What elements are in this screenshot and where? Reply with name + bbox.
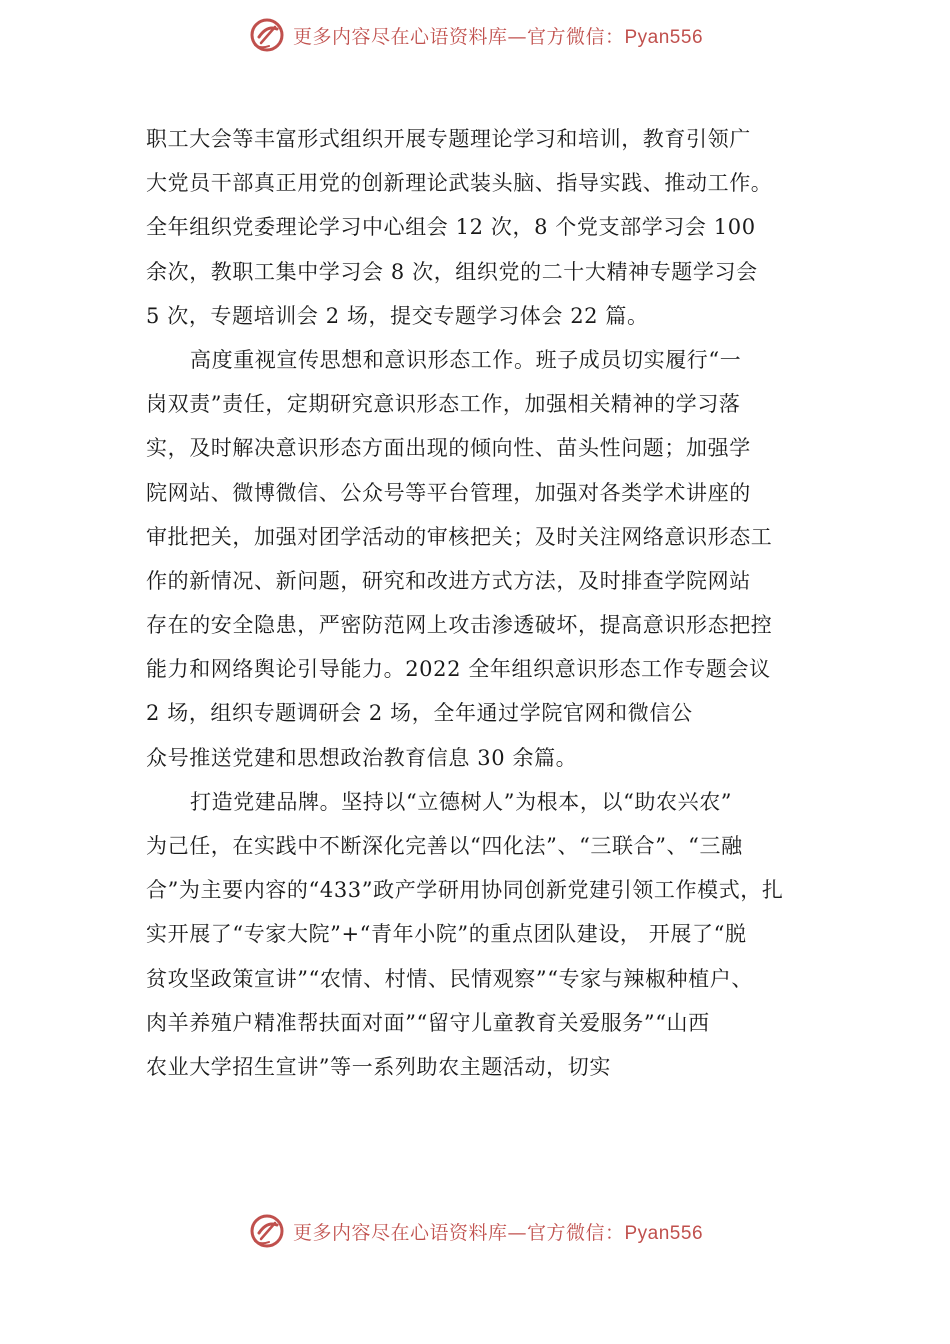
body-line: 能力和网络舆论引导能力。2022 全年组织意识形态工作专题会议 <box>146 657 771 682</box>
body-line: 5 次，专题培训会 2 场，提交专题学习体会 22 篇。 <box>146 303 649 328</box>
body-line: 为己任，在实践中不断深化完善以“四化法”、“三联合”、“三融 <box>146 834 743 858</box>
body-line: 农业大学招生宣讲”等一系列助农主题活动，切实 <box>146 1054 611 1079</box>
footer-brand-text: 更多内容尽在心语资料库 <box>292 1221 508 1244</box>
footer-wechat-id: Pyan556 <box>624 1222 704 1244</box>
body-line: 作的新情况、新问题，研究和改进方式方法，及时排查学院网站 <box>146 568 751 593</box>
footer-separator: — <box>507 1221 527 1244</box>
brand-logo-icon <box>247 1211 287 1251</box>
header-wechat-label: 官方微信： <box>526 25 625 48</box>
body-line: 余次，教职工集中学习会 8 次，组织党的二十大精神专题学习会 <box>146 259 758 284</box>
document-body <box>146 117 826 1089</box>
footer-wechat-label: 官方微信： <box>526 1221 625 1244</box>
body-line: 实，及时解决意识形态方面出现的倾向性、苗头性问题；加强学 <box>146 436 751 461</box>
body-line: 实开展了“专家大院”+“青年小院”的重点团队建设， 开展了“脱 <box>146 922 747 947</box>
header-wechat-id: Pyan556 <box>624 26 704 48</box>
footer-banner <box>0 1206 950 1256</box>
body-line: 存在的安全隐患，严密防范网上攻击渗透破坏，提高意识形态把控 <box>146 613 773 638</box>
header-banner <box>0 10 950 60</box>
body-line: 职工大会等丰富形式组织开展专题理论学习和培训，教育引领广 <box>146 127 751 151</box>
body-line: 众号推送党建和思想政治教育信息 30 余篇。 <box>146 745 578 770</box>
body-line: 审批把关，加强对团学活动的审核把关；及时关注网络意识形态工 <box>146 524 773 549</box>
body-line: 肉羊养殖户精准帮扶面对面”“留守儿童教育关爱服务”“山西 <box>146 1010 710 1035</box>
body-line: 2 场，组织专题调研会 2 场，全年通过学院官网和微信公 <box>146 701 693 726</box>
body-line-paragraph-start: 高度重视宣传思想和意识形态工作。班子成员切实履行“一 <box>190 347 742 372</box>
body-line: 全年组织党委理论学习中心组会 12 次，8 个党支部学习会 100 <box>146 215 756 240</box>
body-line: 院网站、微博微信、公众号等平台管理，加强对各类学术讲座的 <box>146 480 751 505</box>
body-line: 合”为主要内容的“433”政产学研用协同创新党建引领工作模式，扎 <box>146 878 784 903</box>
header-text <box>293 22 703 49</box>
body-line: 岗双责”责任，定期研究意识形态工作，加强相关精神的学习落 <box>146 392 741 417</box>
header-brand-text: 更多内容尽在心语资料库 <box>292 25 508 48</box>
body-line: 贫攻坚政策宣讲”“农情、村情、民情观察”“专家与辣椒种植户、 <box>146 966 753 991</box>
body-line: 大党员干部真正用党的创新理论武装头脑、指导实践、推动工作。 <box>146 171 773 196</box>
header-separator: — <box>507 25 527 48</box>
brand-logo-icon <box>247 15 287 55</box>
footer-text <box>293 1218 703 1245</box>
body-line-paragraph-start: 打造党建品牌。坚持以“立德树人”为根本，以“助农兴农” <box>190 789 733 814</box>
